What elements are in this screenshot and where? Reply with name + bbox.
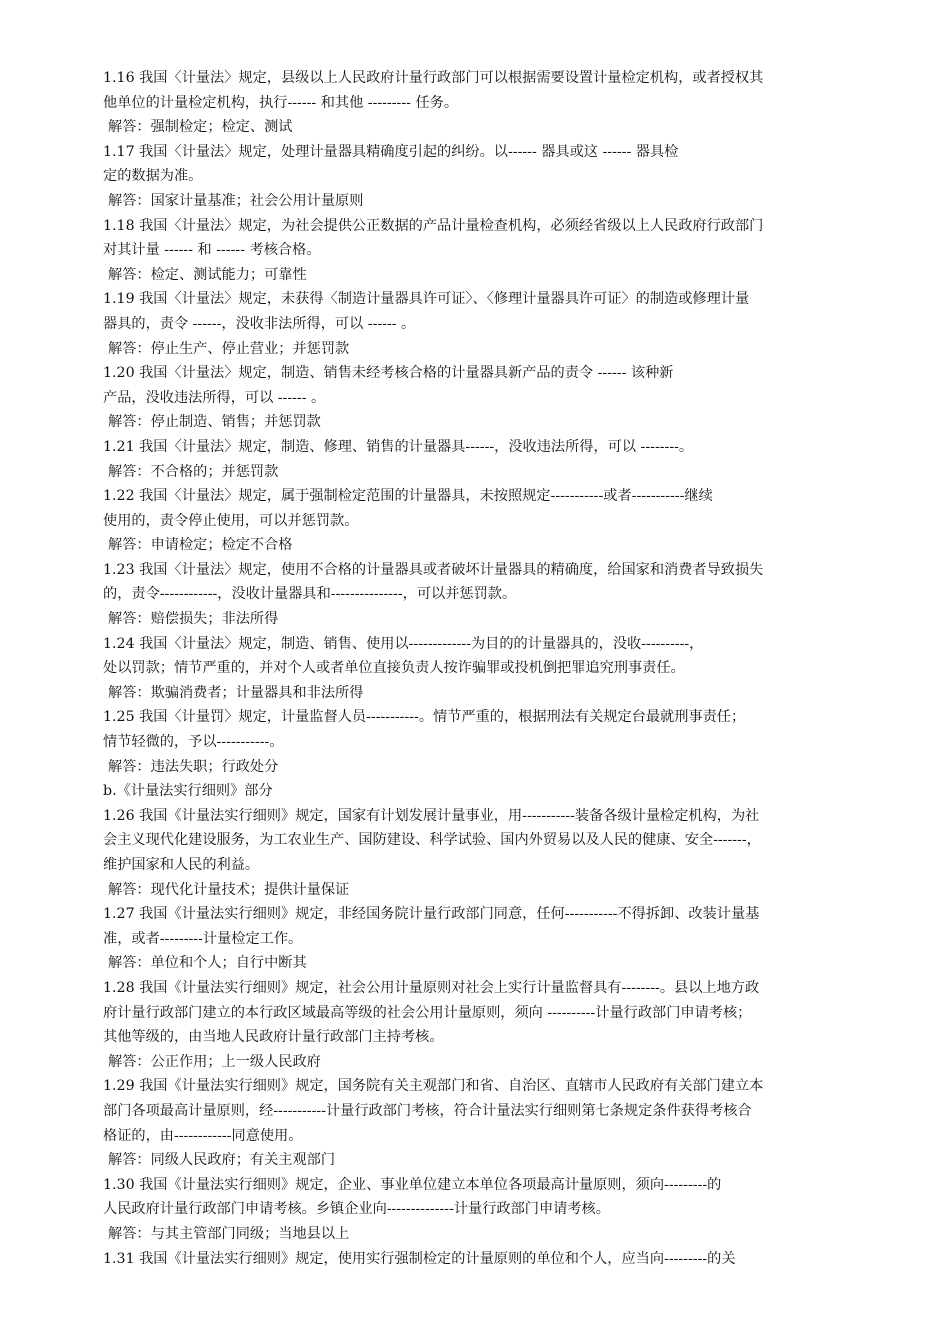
text-line: 府计量行政部门建立的本行政区域最高等级的社会公用计量原则，须向 ----------计量行政部门申请考核； bbox=[103, 1004, 752, 1021]
answer-line: 解答：违法失职；行政处分 bbox=[108, 758, 279, 775]
answer-line: 解答：单位和个人；自行中断其 bbox=[108, 955, 307, 972]
text-line: 1.25 我国〈计量罚〉规定，计量监督人员-----------。情节严重的，根据刑法有关规定台最就刑事责任； bbox=[103, 709, 746, 726]
text-line: 会主义现代化建设服务，为工农业生产、国防建设、科学试验、国内外贸易以及人民的健康、安全-------， bbox=[103, 832, 761, 849]
text-line: 1.24 我国〈计量法〉规定，制造、销售、使用以-------------为目的的计量器具的，没收----------， bbox=[103, 635, 704, 652]
text-line: 1.16 我国〈计量法〉规定，县级以上人民政府计量行政部门可以根据需要设置计量检定机构，或者授权其 bbox=[103, 70, 764, 86]
answer-line: 解答：现代化计量技术；提供计量保证 bbox=[108, 881, 350, 898]
text-line: 1.17 我国〈计量法〉规定，处理计量器具精确度引起的纠纷。以------ 器具或这 ------ 器具检 bbox=[103, 143, 679, 160]
answer-line: 解答：公正作用；上一级人民政府 bbox=[108, 1053, 321, 1070]
text-line: 维护国家和人民的利益。 bbox=[103, 857, 260, 873]
answer-line: 解答：申请检定；检定不合格 bbox=[108, 537, 293, 554]
answer-line: 解答：不合格的；并惩罚款 bbox=[108, 463, 279, 480]
text-line: 1.27 我国《计量法实行细则》规定，非经国务院计量行政部门同意，任何-----------不得拆卸、改装计量基 bbox=[103, 906, 760, 923]
text-line: 1.21 我国〈计量法〉规定，制造、修理、销售的计量器具------，没收违法所得，可以 --------。 bbox=[103, 438, 694, 455]
answer-line: 解答：同级人民政府；有关主观部门 bbox=[108, 1152, 336, 1169]
text-line: 1.29 我国《计量法实行细则》规定，国务院有关主观部门和省、自治区、直辖市人民政府有关部门建立本 bbox=[103, 1078, 764, 1095]
text-line: 1.30 我国《计量法实行细则》规定，企业、事业单位建立本单位各项最高计量原则，须向---------的 bbox=[103, 1176, 722, 1193]
text-line: 他单位的计量检定机构，执行------ 和其他 --------- 任务。 bbox=[103, 94, 459, 111]
text-line: b.《计量法实行细则》部分 bbox=[103, 783, 273, 800]
text-line: 部门各项最高计量原则，经-----------计量行政部门考核，符合计量法实行细则第七条规定条件获得考核合 bbox=[103, 1102, 752, 1119]
answer-line: 解答：赔偿损失；非法所得 bbox=[108, 611, 279, 628]
text-line: 情节轻微的，予以-----------。 bbox=[103, 734, 284, 751]
text-line: 定的数据为准。 bbox=[103, 168, 203, 185]
answer-line: 解答：停止制造、销售；并惩罚款 bbox=[108, 414, 321, 431]
text-line: 对其计量 ------ 和 ------ 考核合格。 bbox=[103, 242, 321, 259]
text-line: 1.28 我国《计量法实行细则》规定，社会公用计量原则对社会上实行计量监督具有--------。县以上地方政 bbox=[103, 979, 760, 996]
text-line: 1.19 我国〈计量法〉规定，未获得〈制造计量器具许可证〉、〈修理计量器具许可证〉的制造或修理计量 bbox=[103, 291, 750, 308]
text-line: 1.23 我国〈计量法〉规定，使用不合格的计量器具或者破坏计量器具的精确度，给国家和消费者导致损失 bbox=[103, 561, 764, 578]
answer-line: 解答：与其主管部门同级；当地县以上 bbox=[108, 1225, 350, 1242]
text-line: 处以罚款；情节严重的，并对个人或者单位直接负责人按诈骗罪或投机倒把罪追究刑事责任。 bbox=[103, 660, 685, 677]
text-line: 准，或者---------计量检定工作。 bbox=[103, 930, 303, 947]
text-line: 格证的，由------------同意使用。 bbox=[103, 1127, 303, 1144]
text-line: 1.31 我国《计量法实行细则》规定，使用实行强制检定的计量原则的单位和个人，应当向---------的关 bbox=[103, 1250, 736, 1267]
text-line: 产品，没收违法所得，可以 ------ 。 bbox=[103, 389, 326, 406]
text-line: 器具的，责令 ------，没收非法所得，可以 ------ 。 bbox=[103, 315, 416, 332]
answer-line: 解答：检定、测试能力；可靠性 bbox=[108, 266, 307, 283]
text-line: 人民政府计量行政部门申请考核。乡镇企业向--------------计量行政部门申请考核。 bbox=[103, 1201, 610, 1218]
text-line: 的，责令------------，没收计量器具和---------------，可以并惩罚款。 bbox=[103, 586, 517, 603]
answer-line: 解答：停止生产、停止营业；并惩罚款 bbox=[108, 340, 350, 357]
text-line: 其他等级的，由当地人民政府计量行政部门主持考核。 bbox=[103, 1029, 444, 1046]
answer-line: 解答：欺骗消费者；计量器具和非法所得 bbox=[108, 684, 364, 701]
answer-line: 解答：强制检定；检定、测试 bbox=[108, 119, 293, 136]
text-line: 1.20 我国〈计量法〉规定，制造、销售未经考核合格的计量器具新产品的责令 ------ 该种新 bbox=[103, 365, 674, 382]
answer-line: 解答：国家计量基准；社会公用计量原则 bbox=[108, 192, 364, 209]
text-line: 使用的，责令停止使用，可以并惩罚款。 bbox=[103, 512, 359, 529]
text-line: 1.26 我国《计量法实行细则》规定，国家有计划发展计量事业，用-----------装备各级计量检定机构，为社 bbox=[103, 807, 760, 824]
text-line: 1.18 我国〈计量法〉规定，为社会提供公正数据的产品计量检查机构，必须经省级以上人民政府行政部门 bbox=[103, 217, 764, 234]
text-line: 1.22 我国〈计量法〉规定，属于强制检定范围的计量器具，未按照规定-----------或者-----------继续 bbox=[103, 488, 713, 505]
